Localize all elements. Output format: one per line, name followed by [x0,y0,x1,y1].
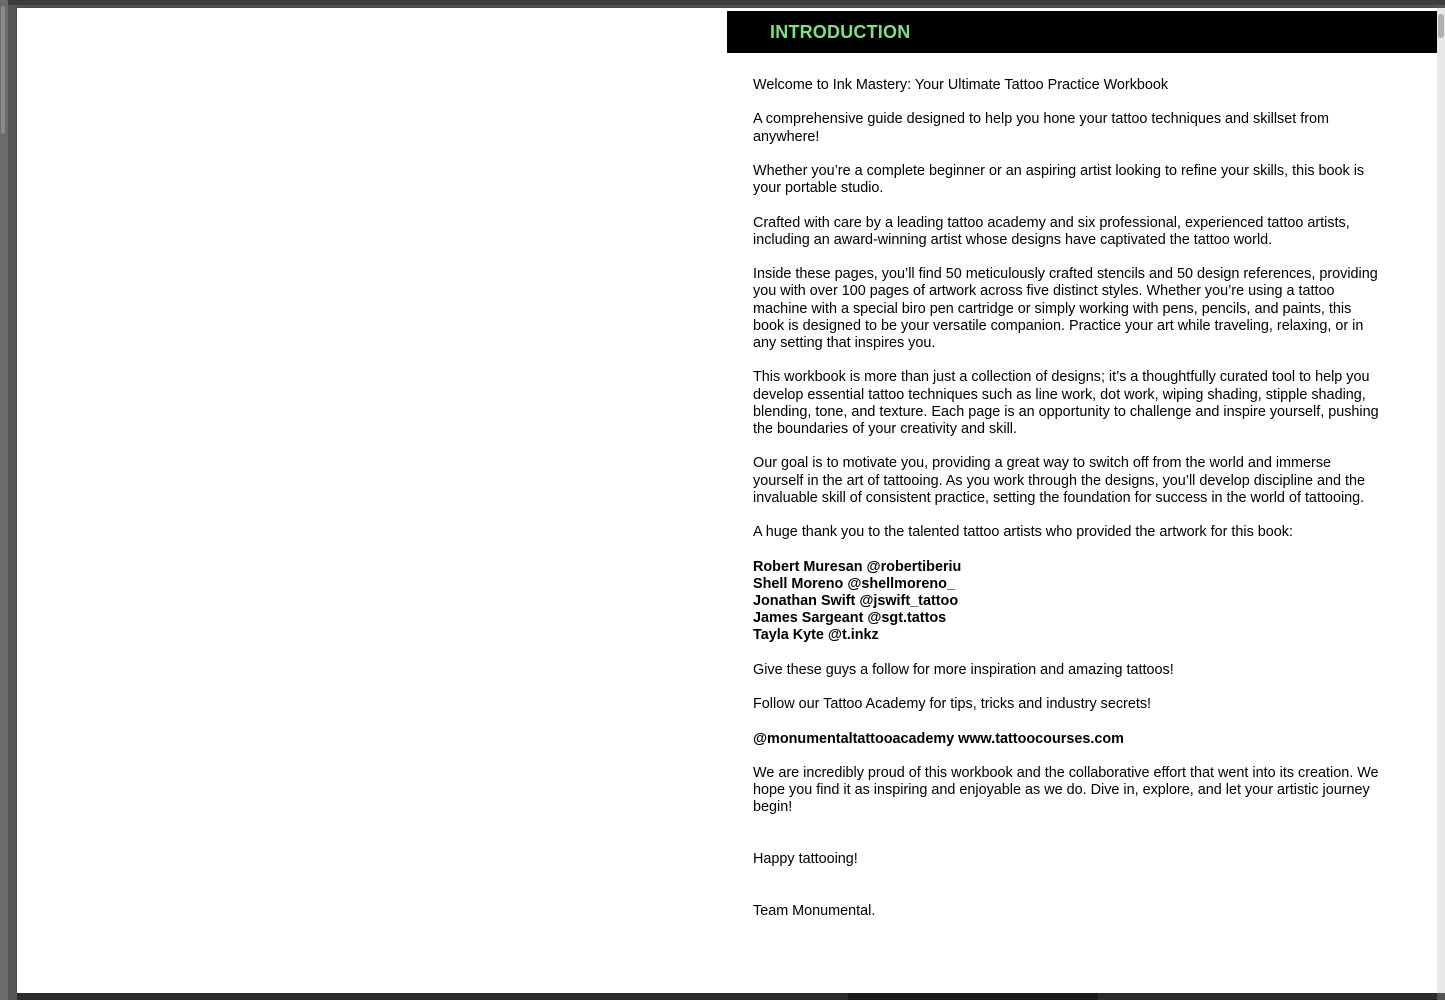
follow-paragraph: Give these guys a follow for more inspiration and amazing tattoos! [753,661,1174,678]
spacer [753,885,1383,902]
contents-paragraph: Inside these pages, you’ll find 50 meticulously crafted stencils and 50 design references, providing you with over 100 pages of artwork across five distinct styles. Whether you’re using a tattoo machine with a special biro pen cartridge or simply working with pens, pencils, and paints, this book is designed to be your versatile companion. Practice your art while traveling, relaxing, or in any setting that inspires you. [753,266,1378,351]
artist-item: Jonathan Swift @jswift_tattoo [753,592,959,609]
artist-item: Shell Moreno @shellmoreno_ [753,575,955,592]
sign-off: Happy tattooing! [753,850,858,867]
goal-paragraph: Our goal is to motivate you, providing a great way to switch off from the world and immerse yourself in the art of tattooing. As you work through the designs, you’ll develop discipline and the invaluable skill of consistent practice, setting the foundation for success in the world of tattooing. [753,455,1365,506]
spacer [753,834,1383,851]
guide-paragraph: A comprehensive guide designed to help you hone your tattoo techniques and skillset from anywhere! [753,111,1329,145]
crafted-paragraph: Crafted with care by a leading tattoo academy and six professional, experienced tattoo artists, including an award-winning artist whose designs have captivated the tattoo world. [753,214,1350,248]
signature: Team Monumental. [753,902,876,919]
academy-links: @monumentaltattooacademy www.tattoocourses.com [753,730,1124,747]
audience-paragraph: Whether you’re a complete beginner or an aspiring artist looking to refine your skills, this book is your portable studio. [753,162,1365,197]
scrollbar-thumb[interactable] [1438,14,1444,38]
left-scroll-thumb[interactable] [1,6,5,134]
academy-paragraph: Follow our Tattoo Academy for tips, tricks and industry secrets! [753,696,1152,713]
artist-item: James Sargeant @sgt.tattos [753,610,947,627]
artist-item: Tayla Kyte @t.inkz [753,627,879,644]
section-header-bar [727,11,1437,53]
section-title: INTRODUCTION [770,22,911,42]
closing-paragraph: We are incredibly proud of this workbook and the collaborative effort that went into its creation. We hope you find it as inspiring and enjoyable as we do. Dive in, explore, and let your artistic journey begin! [753,764,1379,816]
bottom-thumbnail-strip [848,993,1098,1000]
introduction-body [753,77,1383,937]
left-scroll-edge[interactable] [0,0,8,1000]
techniques-paragraph: This workbook is more than just a collection of designs; it’s a thoughtfully curated tool to help you develop essential tattoo techniques such as line work, dot work, wiping shading, stipple shading, blending, tone, and texture. Each page is an opportunity to challenge and inspire yourself, pushing the boundaries of your creativity and skill. [753,369,1379,437]
welcome-paragraph: Welcome to Ink Mastery: Your Ultimate Tattoo Practice Workbook [753,77,1169,93]
artist-item: Robert Muresan @robertiberiu [753,558,962,575]
bottom-edge [17,993,1437,1000]
viewer-top-edge [0,0,1445,5]
vertical-scrollbar[interactable] [1437,8,1445,993]
thanks-paragraph: A huge thank you to the talented tattoo artists who provided the artwork for this book: [753,524,1293,541]
artist-list [753,559,1383,645]
